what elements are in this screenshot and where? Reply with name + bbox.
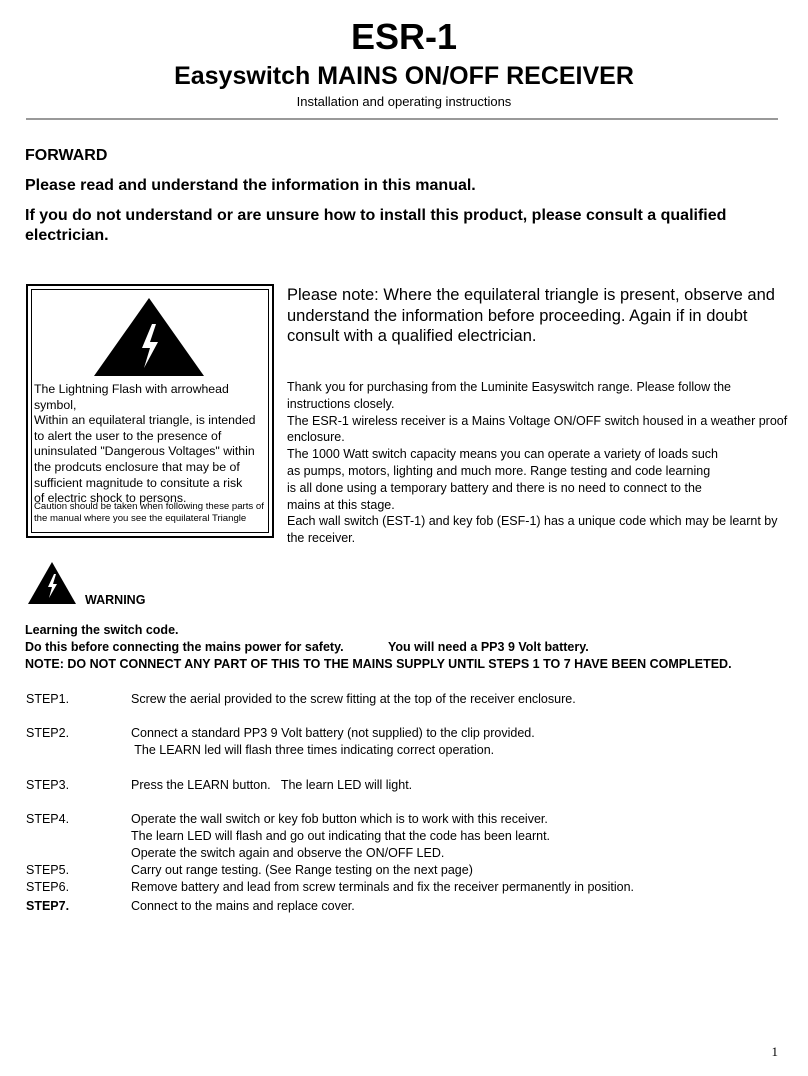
safety-instruction: Do this before connecting the mains power for safety. xyxy=(25,640,344,654)
learning-heading: Learning the switch code. xyxy=(25,623,179,637)
caution-line: Caution should be taken when following these parts of xyxy=(34,501,264,512)
intro-line: Each wall switch (EST-1) and key fob (ESF-1) has a unique code which may be learnt by the receiver. xyxy=(287,514,778,546)
step-text: The LEARN led will flash three times indicating correct operation. xyxy=(131,743,495,757)
step-text: The learn LED will flash and go out indicating that the code has been learnt. xyxy=(131,829,551,843)
document-subtitle: Easyswitch MAINS ON/OFF RECEIVER xyxy=(174,62,634,90)
forward-line-2: If you do not understand or are unsure how to install this product, please consult a qualified electrician. xyxy=(25,207,727,244)
caution-line: the manual where you see the equilateral Triangle xyxy=(34,513,247,524)
intro-line: is all done using a temporary battery and there is no need to connect to the xyxy=(287,480,702,495)
battery-requirement: You will need a PP3 9 Volt battery. xyxy=(388,640,589,654)
notice-line: The Lightning Flash with arrowhead symbol, xyxy=(34,382,229,412)
lightning-notice-box xyxy=(26,284,274,538)
lightning-triangle-icon xyxy=(92,296,206,378)
step-text: Press the LEARN button. The learn LED will light. xyxy=(131,778,413,792)
step-label: STEP2. xyxy=(26,726,70,740)
notice-line: of electric shock to persons. xyxy=(34,491,187,506)
please-note-text: Please note: Where the equilateral triangle is present, observe and understand the information before proceeding. Again if in doubt consult with a qualified electrician. xyxy=(287,286,775,345)
warning-triangle-icon xyxy=(27,561,77,605)
intro-line: Thank you for purchasing from the Luminite Easyswitch range. Please follow the instructions closely. xyxy=(287,380,731,411)
forward-heading: FORWARD xyxy=(25,147,108,164)
header-divider xyxy=(26,118,778,120)
step-label: STEP4. xyxy=(26,812,70,826)
forward-line-1: Please read and understand the information in this manual. xyxy=(25,177,476,194)
page-number: 1 xyxy=(771,1044,778,1059)
step-text: Carry out range testing. (See Range testing on the next page) xyxy=(131,863,473,877)
mains-warning-note: NOTE: DO NOT CONNECT ANY PART OF THIS TO THE MAINS SUPPLY UNTIL STEPS 1 TO 7 HAVE BEEN COMPLETED. xyxy=(25,657,732,671)
document-caption: Installation and operating instructions xyxy=(296,94,512,109)
step-label: STEP6. xyxy=(26,880,70,894)
notice-text xyxy=(34,382,270,507)
step-text: Operate the wall switch or key fob button which is to work with this receiver. xyxy=(131,812,548,826)
step-label: STEP5. xyxy=(26,863,70,877)
notice-line: the prodcuts enclosure that may be of xyxy=(34,459,240,474)
notice-caution xyxy=(34,501,270,525)
intro-line: mains at this stage. xyxy=(287,497,395,512)
intro-text xyxy=(287,379,792,547)
notice-line: sufficient magnitude to consitute a risk xyxy=(34,475,243,490)
step-text: Remove battery and lead from screw terminals and fix the receiver permanently in position. xyxy=(131,880,635,894)
step-text: Connect to the mains and replace cover. xyxy=(131,899,355,913)
notice-line: uninsulated "Dangerous Voltages" within xyxy=(34,444,255,459)
warning-label: WARNING xyxy=(85,593,146,607)
intro-line: The ESR-1 wireless receiver is a Mains Voltage ON/OFF switch housed in a weather proof enclosure. xyxy=(287,413,788,445)
step-label: STEP7. xyxy=(26,899,70,913)
step-label: STEP3. xyxy=(26,778,70,792)
step-text: Operate the switch again and observe the ON/OFF LED. xyxy=(131,846,445,860)
step-text: Connect a standard PP3 9 Volt battery (not supplied) to the clip provided. xyxy=(131,726,535,740)
intro-line: as pumps, motors, lighting and much more. Range testing and code learning xyxy=(287,463,711,478)
step-text: Screw the aerial provided to the screw fitting at the top of the receiver enclosure. xyxy=(131,692,576,706)
notice-line: Within an equilateral triangle, is intended xyxy=(34,413,256,428)
notice-line: to alert the user to the presence of xyxy=(34,428,222,443)
intro-line: The 1000 Watt switch capacity means you can operate a variety of loads such xyxy=(287,447,719,462)
document-title: ESR-1 xyxy=(350,16,458,57)
step-label: STEP1. xyxy=(26,692,70,706)
